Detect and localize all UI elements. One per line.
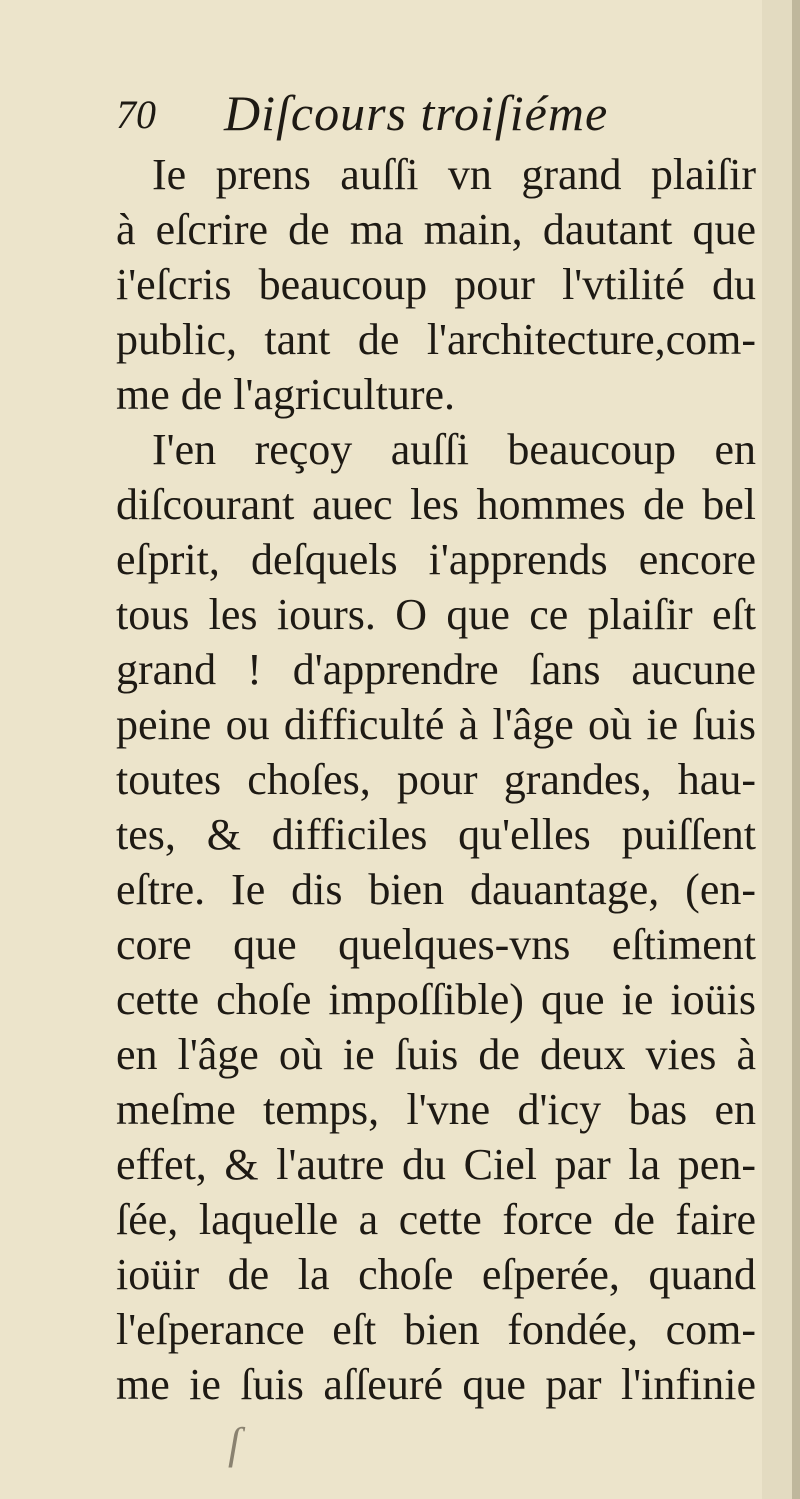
text-line: eſprit, deſquels i'apprends encore bbox=[116, 535, 756, 584]
text-line: l'eſperance eſt bien fondée, com- bbox=[116, 1305, 756, 1354]
text-line: ſée, laquelle a cette force de faire bbox=[116, 1195, 756, 1244]
page-edge bbox=[792, 0, 800, 1499]
text-line: public, tant de l'architecture,com- bbox=[116, 315, 756, 364]
text-line: peine ou difficulté à l'âge où ie ſuis bbox=[116, 700, 756, 749]
page-number: 70 bbox=[116, 92, 156, 137]
text-line: I'en reçoy auſſi beaucoup en bbox=[152, 425, 756, 474]
text-line: diſcourant auec les hommes de bel bbox=[116, 480, 756, 529]
text-line: effet, & l'autre du Ciel par la pen- bbox=[116, 1140, 756, 1189]
running-head bbox=[116, 85, 736, 145]
running-title: Diſcours troiſiéme bbox=[224, 85, 609, 141]
text-line: me ie ſuis aſſeuré que par l'infinie bbox=[116, 1360, 756, 1409]
text-line: Ie prens auſſi vn grand plaiſir bbox=[152, 150, 756, 199]
text-line: en l'âge où ie ſuis de deux vies à bbox=[116, 1030, 756, 1079]
text-line: à eſcrire de ma main, dautant que bbox=[116, 205, 756, 254]
page-edge-shadow bbox=[762, 0, 792, 1499]
text-line: i'eſcris beaucoup pour l'vtilité du bbox=[116, 260, 756, 309]
text-line: tous les iours. O que ce plaiſir eſt bbox=[116, 590, 756, 639]
text-line: me de l'agriculture. bbox=[116, 370, 456, 419]
text-line: meſme temps, l'vne d'icy bas en bbox=[116, 1085, 756, 1134]
catchword: ſ bbox=[228, 1419, 241, 1468]
text-line: tes, & difficiles qu'elles puiſſent bbox=[116, 810, 756, 859]
text-line: grand ! d'apprendre ſans aucune bbox=[116, 645, 756, 694]
text-line: cette choſe impoſſible) que ie ioüis bbox=[116, 975, 756, 1024]
text-line: toutes choſes, pour grandes, hau- bbox=[116, 755, 756, 804]
text-line: ioüir de la choſe eſperée, quand bbox=[116, 1250, 756, 1299]
body-text bbox=[116, 147, 756, 1412]
text-line: core que quelques-vns eſtiment bbox=[116, 920, 756, 969]
text-line: eſtre. Ie dis bien dauantage, (en- bbox=[116, 865, 756, 914]
